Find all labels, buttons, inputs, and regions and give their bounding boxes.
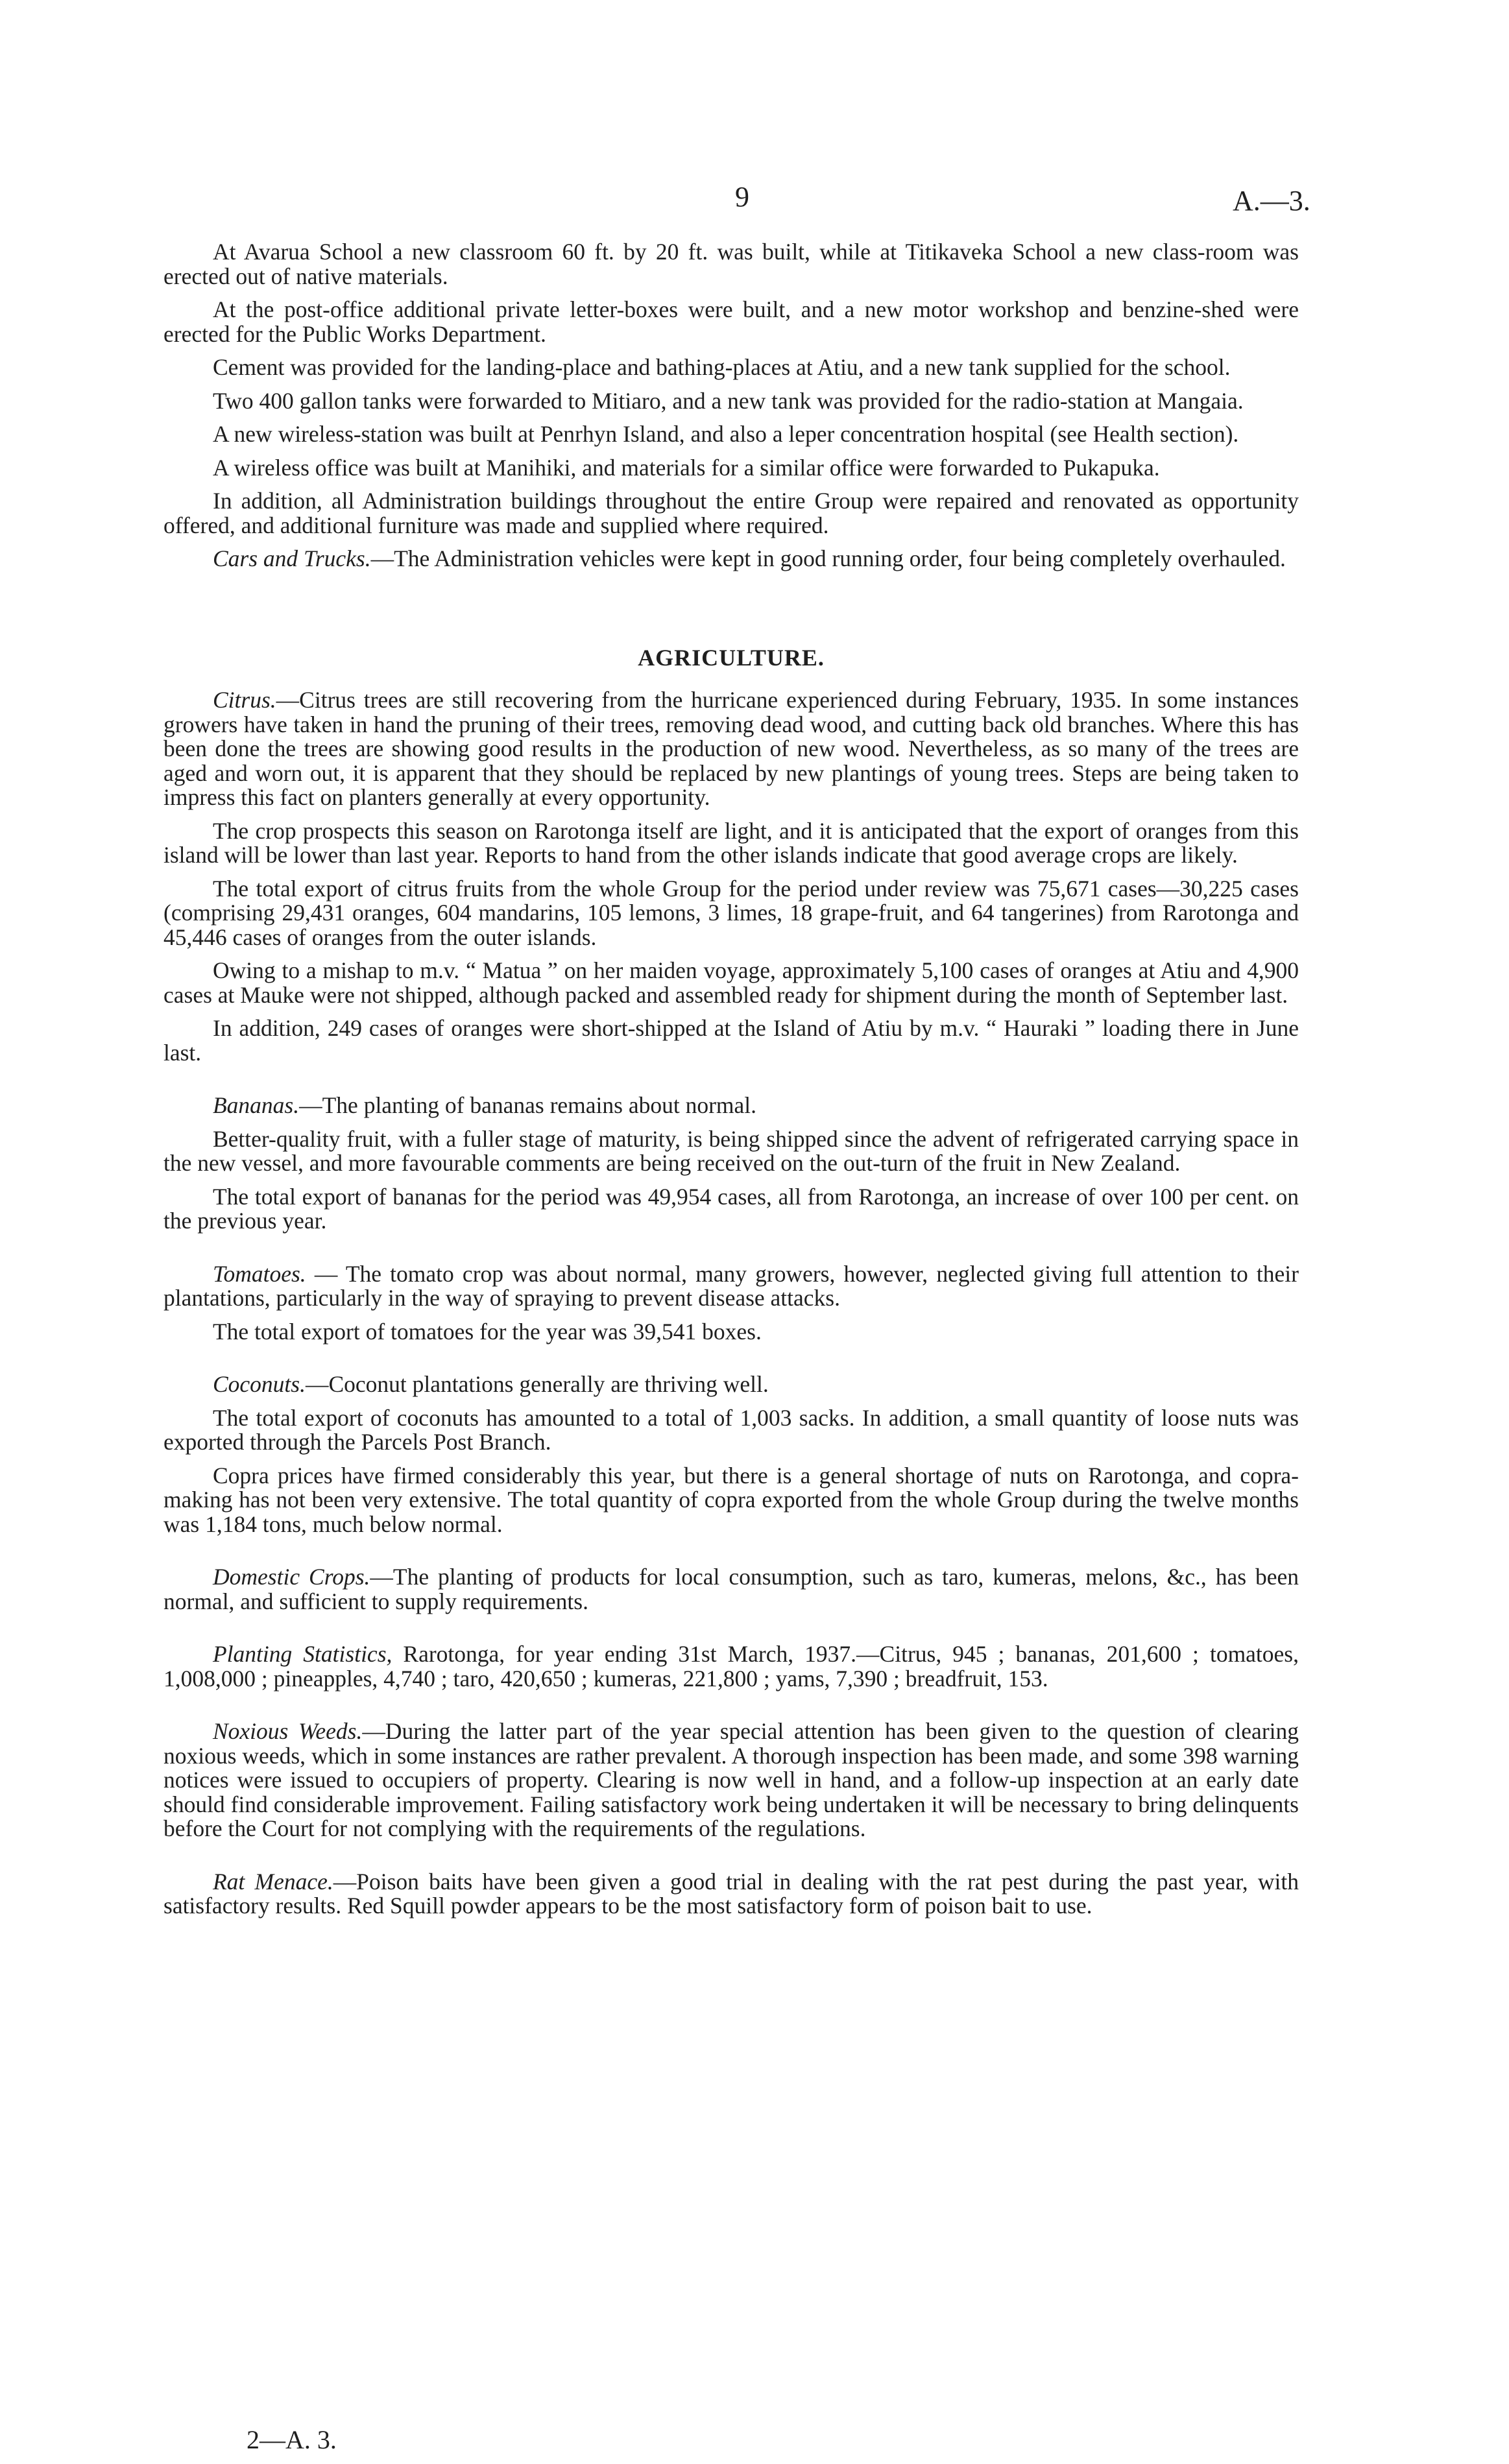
page-header [0,180,1509,226]
tomatoes-paragraph: The total export of tomatoes for the year was 39,541 boxes. [213,1318,762,1345]
rat-menace-lead: Rat Menace. [213,1868,333,1895]
tomatoes-lead: Tomatoes. [213,1260,306,1287]
bananas-paragraph: Better-quality fruit, with a fuller stage of maturity, is being shipped since the advent of refrigerated carrying space in the new vessel, and more favourable comments are being received on the out-turn of the fruit in New Zealand. [163,1125,1299,1176]
planting-statistics-lead: Planting Statistics, [213,1641,392,1667]
buildings-paragraph: At Avarua School a new classroom 60 ft. by 20 ft. was built, while at Titikaveka School a new class-room was erected out of native materials. [163,239,1299,289]
citrus-paragraph: The total export of citrus fruits from the whole Group for the period under review was 75,671 cases—30,225 cases (comprising 29,431 oranges, 604 mandarins, 105 lemons, 3 limes, 18 grape-fruit, and 64 tangerines) from Rarotonga and 45,446 cases of oranges from the outer islands. [163,875,1299,950]
bananas-text: —The planting of bananas remains about normal. [299,1092,756,1118]
cars-lead: Cars and Trucks. [213,545,371,571]
body-text [163,240,1299,1928]
coconuts-paragraph: The total export of coconuts has amounted to a total of 1,003 sacks. In addition, a small quantity of loose nuts was exported through the Parcels Post Branch. [163,1404,1299,1455]
citrus-text: —Citrus trees are still recovering from the hurricane experienced during February, 1935. In some instances growers have taken in hand the pruning of their trees, removing dead wood, and cutting back old branches. Where this has been done the trees are showing good results in the production of new wood. Nevertheless, as so many of the trees are aged and worn out, it is apparent that they should be replaced by new plantings of young trees. Steps are being taken to impress this fact on planters generally at every opportunity. [163,687,1299,810]
bananas-paragraph [163,1094,1299,1118]
signature-mark: 2—A. 3. [247,2425,337,2454]
buildings-paragraph: A wireless office was built at Manihiki, and materials for a similar office were forwarded to Pukapuka. [213,454,1160,481]
coconuts-text: —Coconut plantations generally are thriving well. [306,1371,769,1397]
citrus-paragraph [163,688,1299,810]
citrus-lead: Citrus. [213,687,276,713]
citrus-paragraph: Owing to a mishap to m.v. “ Matua ” on her maiden voyage, approximately 5,100 cases of oranges at Atiu and 4,900 cases at Mauke were not shipped, although packed and assembled ready for shipment during the month of September last. [163,957,1299,1008]
bananas-lead: Bananas. [213,1092,300,1118]
coconuts-lead: Coconuts. [213,1371,306,1397]
buildings-paragraph: Two 400 gallon tanks were forwarded to Mitiaro, and a new tank was provided for the radio-station at Mangaia. [213,387,1244,414]
agriculture-heading: AGRICULTURE. [638,644,825,671]
planting-statistics-text: Rarotonga, for year ending 31st March, 1937.—Citrus, 945 ; bananas, 201,600 ; tomatoes, 1,008,000 ; pineapples, 4,740 ; taro, 420,650 ; kumeras, 221,800 ; yams, 7,390 ; breadfruit, 153. [163,1641,1299,1692]
buildings-paragraph: At the post-office additional private letter-boxes were built, and a new motor workshop and benzine-shed were erected for the Public Works Department. [163,296,1299,347]
cars-text: —The Administration vehicles were kept in good running order, four being completely overhauled. [370,545,1286,571]
buildings-paragraph: In addition, all Administration buildings throughout the entire Group were repaired and renovated as opportunity offered, and additional furniture was made and supplied where required. [163,488,1299,538]
tomatoes-text: — The tomato crop was about normal, many growers, however, neglected giving full attention to their plantations, particularly in the way of spraying to prevent disease attacks. [163,1260,1299,1311]
noxious-weeds-paragraph [163,1719,1299,1841]
domestic-crops-lead: Domestic Crops. [213,1564,370,1590]
coconuts-paragraph: Copra prices have firmed considerably this year, but there is a general shortage of nuts on Rarotonga, and copra-making has not been very extensive. The total quantity of copra exported from the whole Group during the twelve months was 1,184 tons, much below normal. [163,1462,1299,1537]
domestic-crops-paragraph [163,1565,1299,1614]
domestic-crops-text: —The planting of products for local consumption, such as taro, kumeras, melons, &c., has been normal, and sufficient to supply requirements. [163,1564,1299,1614]
planting-statistics-paragraph [163,1642,1299,1691]
citrus-paragraph: In addition, 249 cases of oranges were short-shipped at the Island of Atiu by m.v. “ Hauraki ” loading there in June last. [163,1015,1299,1066]
document-reference: A.—3. [1233,185,1310,217]
citrus-paragraph: The crop prospects this season on Rarotonga itself are light, and it is anticipated that the export of oranges from this island will be lower than last year. Reports to hand from the other islands indicate that good average crops are likely. [163,817,1299,868]
noxious-weeds-text: —During the latter part of the year special attention has been given to the question of clearing noxious weeds, which in some instances are rather prevalent. A thorough inspection has been made, and some 398 warning notices were issued to occupiers of property. Clearing is now well in hand, and a follow-up inspection at an early date should find considerable improvement. Failing satisfactory work being undertaken it will be necessary to bring delinquents before the Court for not complying with the requirements of the regulations. [163,1718,1299,1841]
buildings-paragraph: Cement was provided for the landing-place and bathing-places at Atiu, and a new tank supplied for the school. [213,354,1231,380]
rat-menace-text: —Poison baits have been given a good trial in dealing with the rat pest during the past year, with satisfactory results. Red Squill powder appears to be the most satisfactory form of poison bait to use. [163,1868,1299,1919]
buildings-paragraph: A new wireless-station was built at Penrhyn Island, and also a leper concentration hospital (see Health section). [213,421,1239,447]
rat-menace-paragraph [163,1870,1299,1919]
noxious-weeds-lead: Noxious Weeds. [213,1718,363,1744]
page-number: 9 [735,181,749,213]
bananas-paragraph: The total export of bananas for the period was 49,954 cases, all from Rarotonga, an increase of over 100 per cent. on the previous year. [163,1183,1299,1234]
coconuts-paragraph [163,1372,1299,1397]
tomatoes-paragraph [163,1262,1299,1311]
cars-paragraph [163,547,1299,571]
